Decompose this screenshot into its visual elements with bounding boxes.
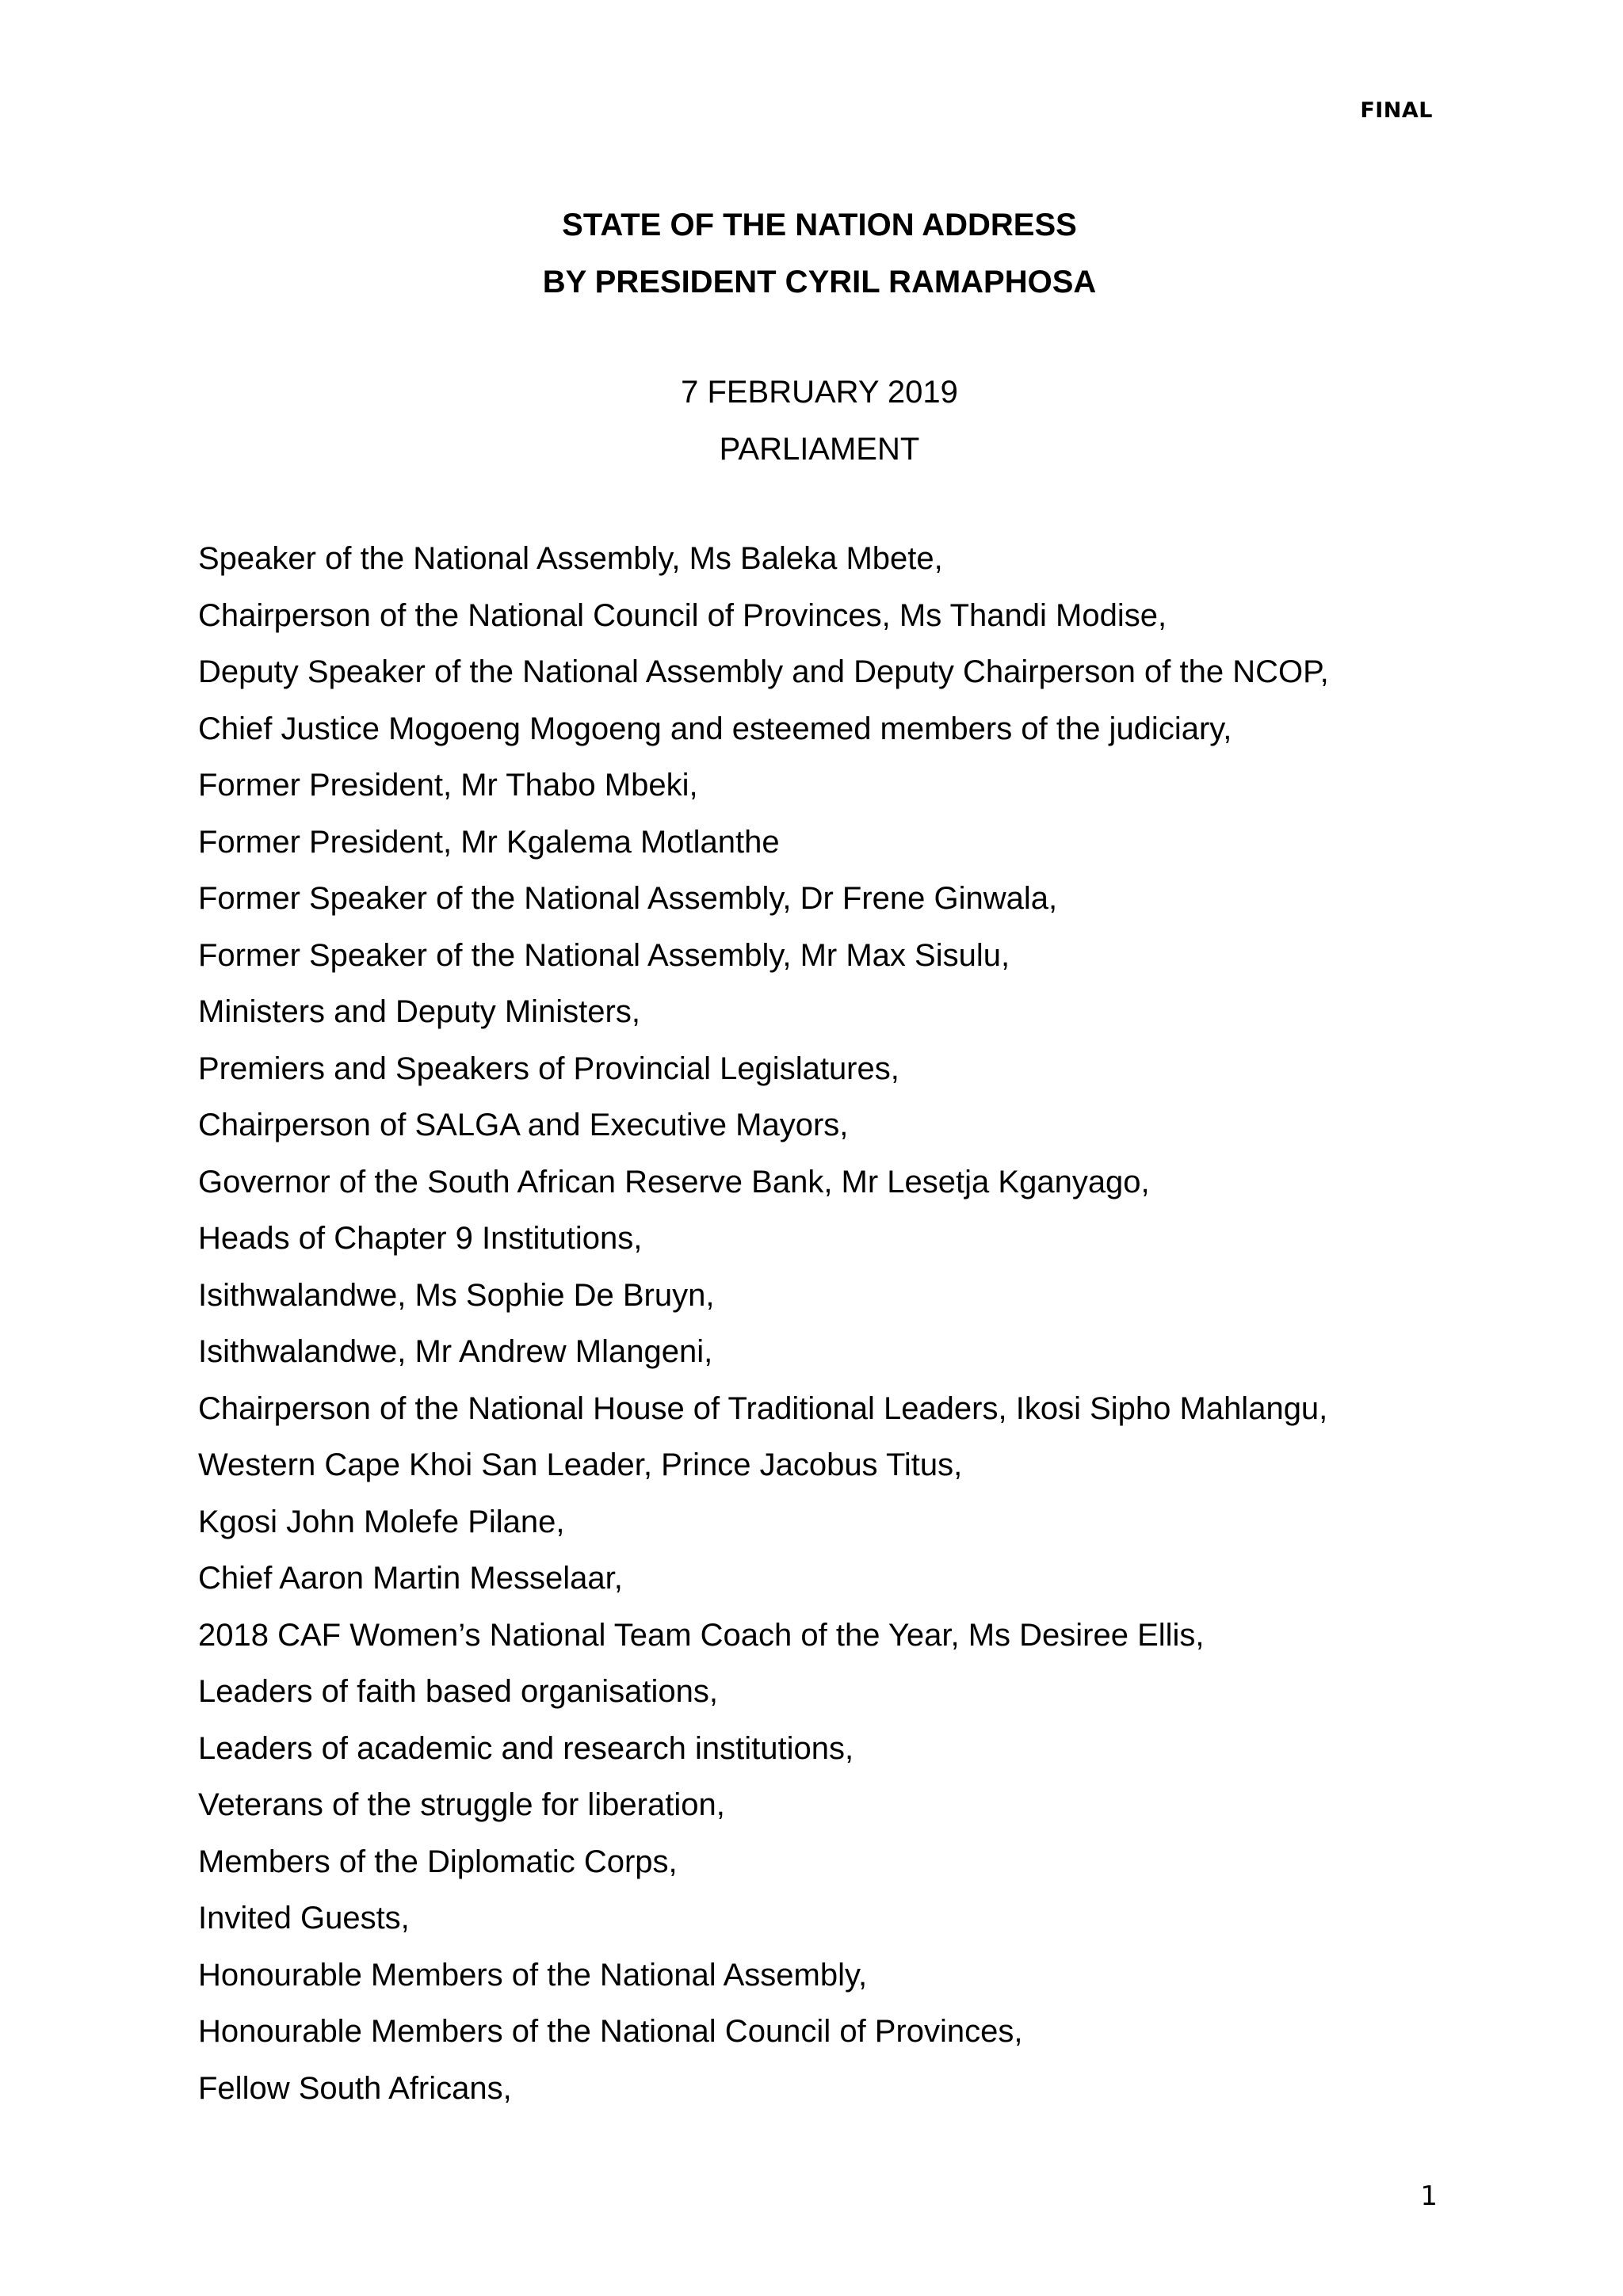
salutation-line: Veterans of the struggle for liberation, xyxy=(198,1787,725,1822)
salutation-line: Chairperson of the National Council of Provinces, Ms Thandi Modise, xyxy=(198,597,1167,633)
final-status-label: FINAL xyxy=(1360,98,1433,123)
salutation-line: Former President, Mr Kgalema Motlanthe xyxy=(198,824,780,860)
salutation-line: Leaders of academic and research institutions, xyxy=(198,1730,854,1766)
salutation-line: 2018 CAF Women’s National Team Coach of the Year, Ms Desiree Ellis, xyxy=(198,1617,1205,1653)
salutation-line: Ministers and Deputy Ministers, xyxy=(198,994,640,1029)
salutation-line: Chief Justice Mogoeng Mogoeng and esteemed members of the judiciary, xyxy=(198,711,1232,746)
title-line-1: STATE OF THE NATION ADDRESS xyxy=(562,208,1077,242)
salutation-line: Invited Guests, xyxy=(198,1901,410,1936)
event-date: 7 FEBRUARY 2019 xyxy=(681,375,958,410)
salutation-line: Members of the Diplomatic Corps, xyxy=(198,1844,678,1879)
salutation-list xyxy=(198,531,1434,2117)
salutation-line: Speaker of the National Assembly, Ms Baleka Mbete, xyxy=(198,541,943,576)
salutation-line: Honourable Members of the National Assembly, xyxy=(198,1957,868,1993)
salutation-line: Honourable Members of the National Council of Provinces, xyxy=(198,2014,1023,2049)
salutation-line: Former Speaker of the National Assembly, Mr Max Sisulu, xyxy=(198,937,1010,973)
event-details xyxy=(0,364,1623,478)
salutation-line: Leaders of faith based organisations, xyxy=(198,1674,718,1709)
salutation-line: Chairperson of the National House of Traditional Leaders, Ikosi Sipho Mahlangu, xyxy=(198,1390,1328,1426)
page-number: 1 xyxy=(1420,2180,1438,2212)
salutation-line: Heads of Chapter 9 Institutions, xyxy=(198,1221,643,1256)
salutation-line: Isithwalandwe, Ms Sophie De Bruyn, xyxy=(198,1277,715,1313)
salutation-line: Isithwalandwe, Mr Andrew Mlangeni, xyxy=(198,1334,713,1369)
salutation-line: Former Speaker of the National Assembly, Dr Frene Ginwala, xyxy=(198,881,1058,916)
salutation-line: Governor of the South African Reserve Bank, Mr Lesetja Kganyago, xyxy=(198,1164,1150,1199)
salutation-line: Premiers and Speakers of Provincial Legislatures, xyxy=(198,1051,899,1086)
salutation-line: Chief Aaron Martin Messelaar, xyxy=(198,1561,623,1596)
salutation-line: Fellow South Africans, xyxy=(198,2070,512,2106)
event-venue: PARLIAMENT xyxy=(719,432,920,467)
salutation-line: Chairperson of SALGA and Executive Mayors, xyxy=(198,1108,849,1142)
salutation-line: Western Cape Khoi San Leader, Prince Jacobus Titus, xyxy=(198,1447,963,1482)
salutation-line: Former President, Mr Thabo Mbeki, xyxy=(198,768,698,803)
title-line-2: BY PRESIDENT CYRIL RAMAPHOSA xyxy=(542,265,1097,299)
salutation-line: Deputy Speaker of the National Assembly and Deputy Chairperson of the NCOP, xyxy=(198,654,1329,689)
salutation-line: Kgosi John Molefe Pilane, xyxy=(198,1504,565,1539)
document-title xyxy=(0,196,1623,311)
